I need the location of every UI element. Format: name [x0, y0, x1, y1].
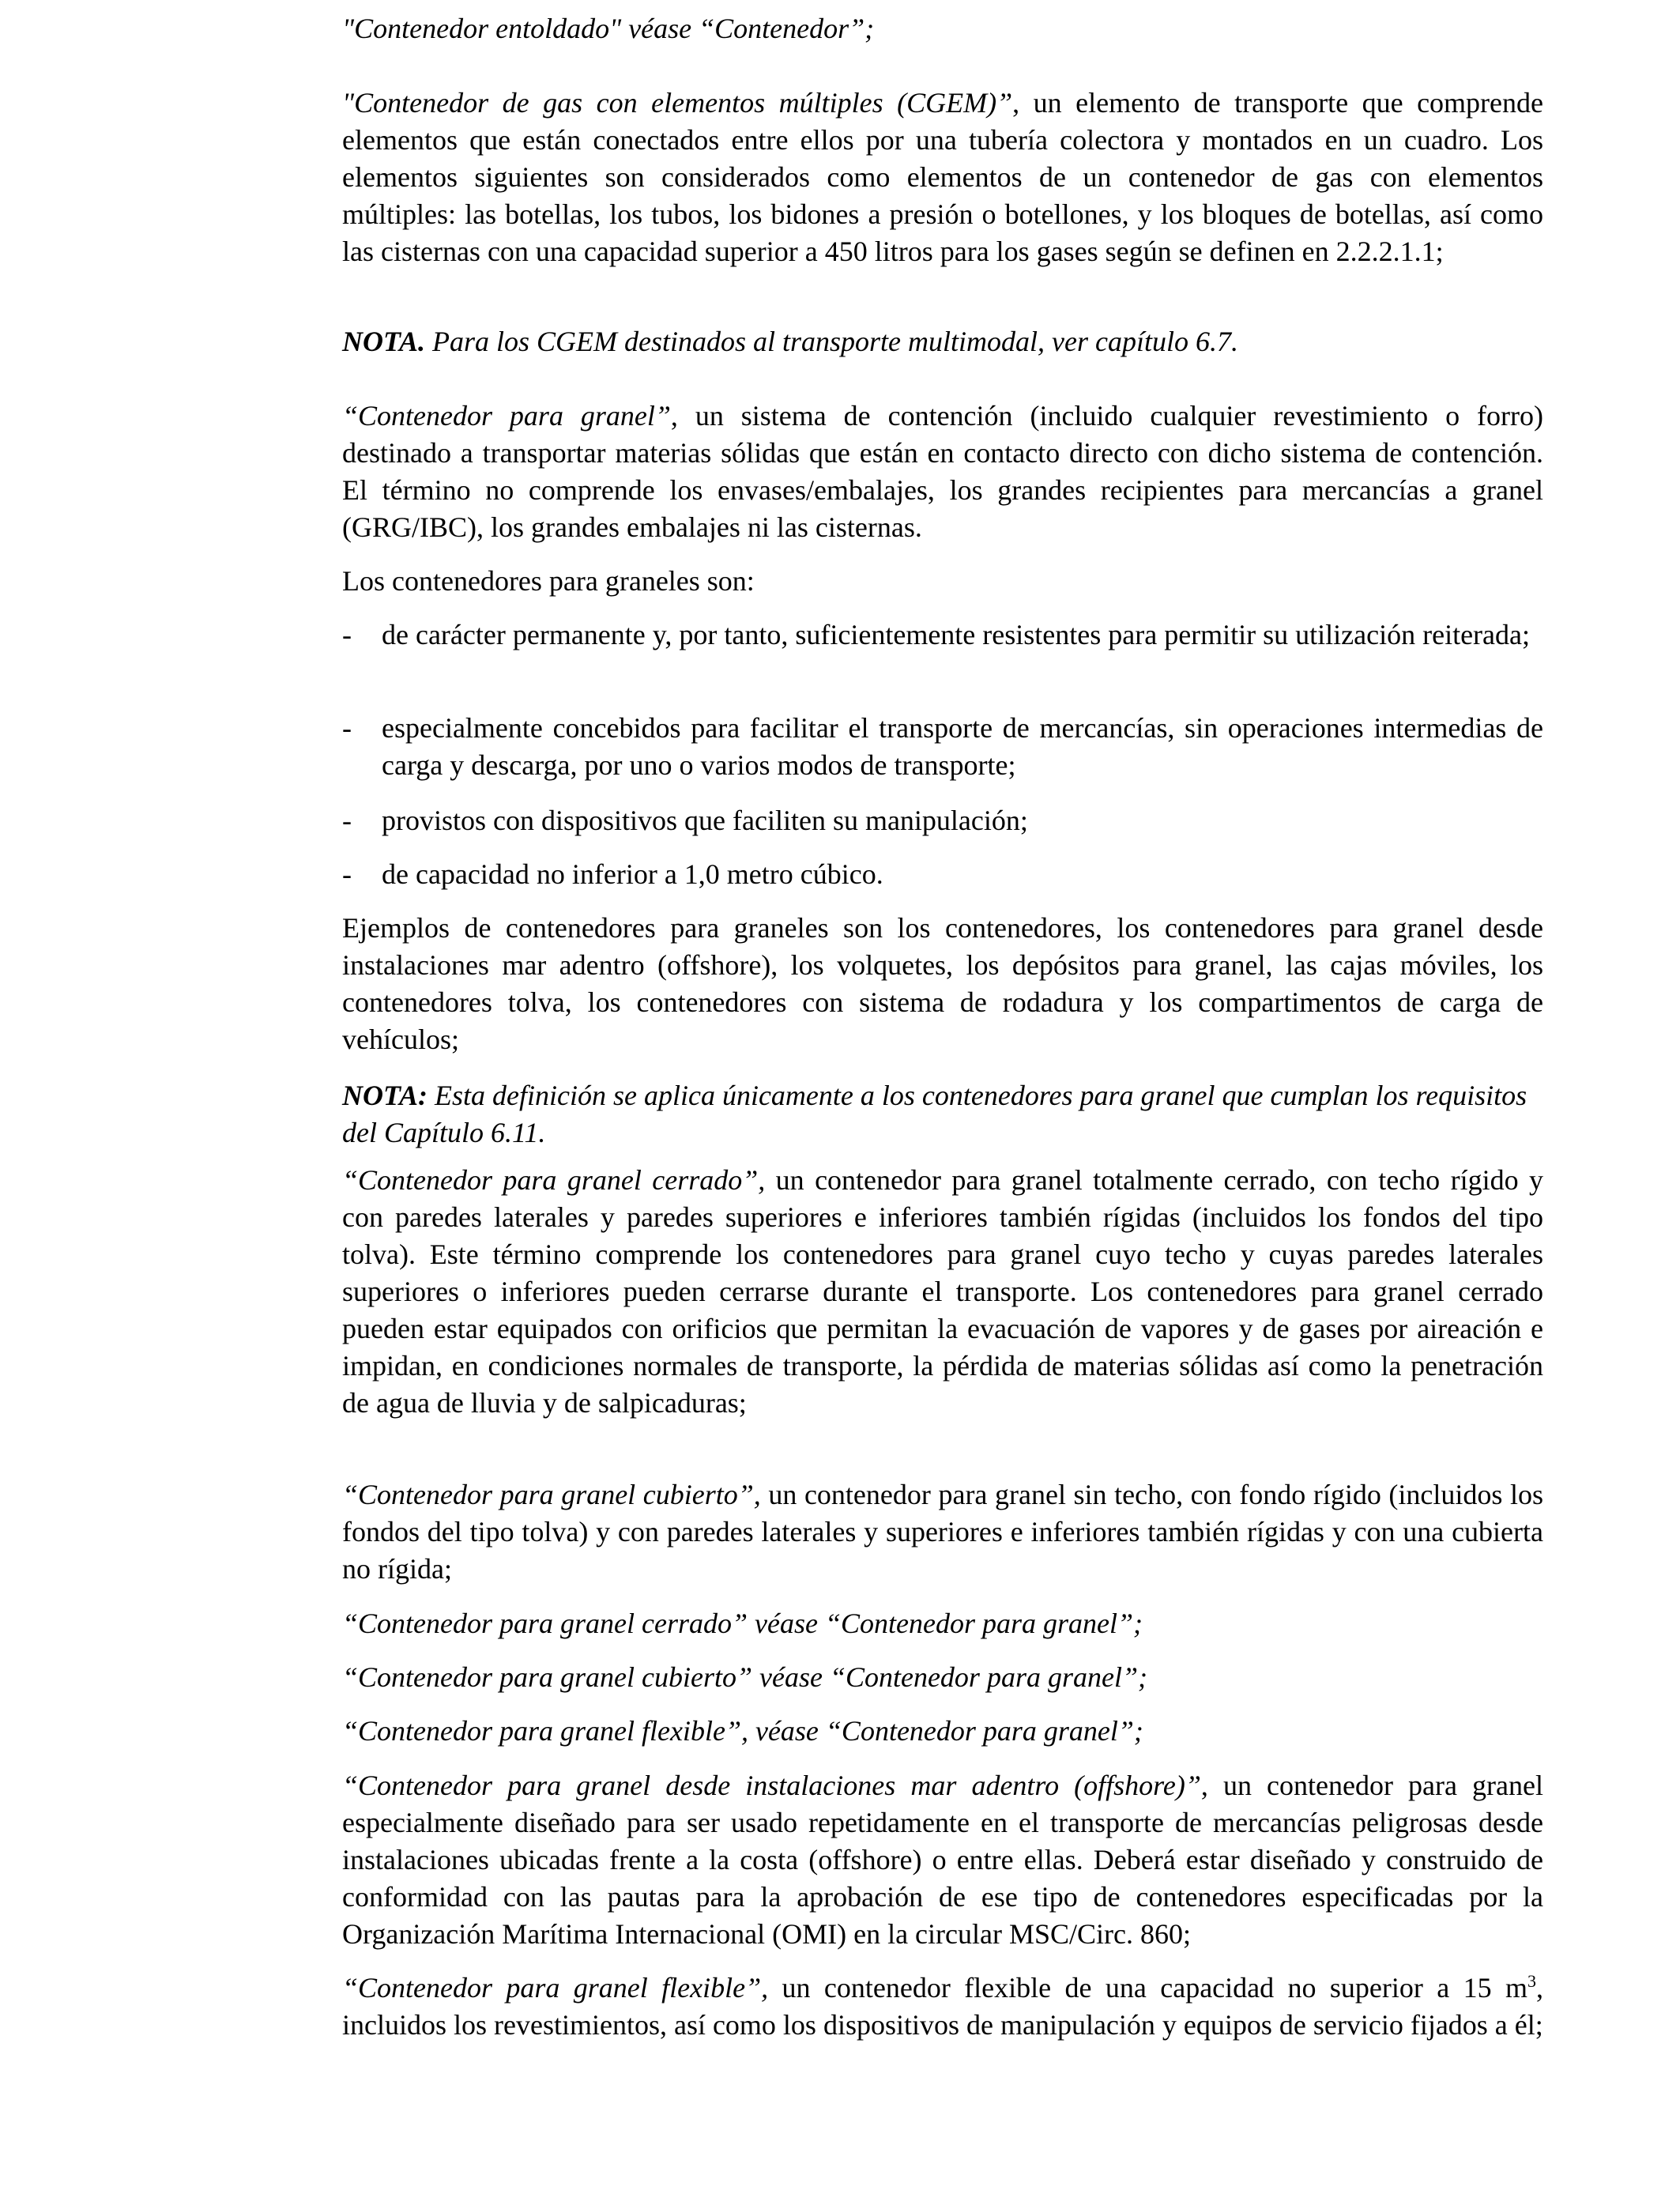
note-text: Esta definición se aplica únicamente a los contenedores para granel que cumplan los requisitos del Capítulo 6.11. [342, 1080, 1527, 1148]
crossref-granel-cubierto [342, 1659, 1543, 1696]
list-item-text: de capacidad no inferior a 1,0 metro cúbico. [382, 858, 883, 890]
crossref-granel-flexible [342, 1713, 1543, 1750]
list-item-text: provistos con dispositivos que faciliten su manipulación; [382, 805, 1028, 836]
list-item-text: especialmente concebidos para facilitar el transporte de mercancías, sin operaciones intermedias de carga y descarga, por uno o varios modos de transporte; [382, 712, 1543, 781]
note-label: NOTA: [342, 1080, 428, 1111]
defined-term: “Contenedor para granel cerrado”, [342, 1164, 766, 1196]
definition-text: , un contenedor para granel especialmente diseñado para ser usado repetidamente en el transporte de mercancías peligrosas desde instalaciones ubicadas frente a la costa (offshore) o entre ellas. Deberá estar diseñado y construido de conformidad con las pautas para la aprobación de ese tipo de contenedores especificadas por la Organización Marítima Internacional (OMI) en la circular MSC/Circ. 860; [342, 1770, 1544, 1950]
list-dash: - [342, 858, 352, 890]
definition-text: , un sistema de contención (incluido cualquier revestimiento o forro) destinado a transportar materias sólidas que están en contacto directo con dicho sistema de contención. El término no comprende los envases/embalajes, los grandes recipientes para mercancías a granel (GRG/IBC), los grandes embalajes ni las cisternas. [342, 400, 1543, 543]
note-definition [342, 1077, 1543, 1152]
note-text: Para los CGEM destinados al transporte multimodal, ver capítulo 6.7. [425, 326, 1238, 357]
list-dash: - [342, 712, 352, 744]
definition-text: un contenedor para granel sin techo, con fondo rígido (incluidos los fondos del tipo tolva) y con paredes laterales y superiores e inferiores también rígidas y con una cubierta no rígida; [342, 1479, 1543, 1585]
list-item [342, 616, 1543, 654]
defined-term: “Contenedor para granel cubierto”, [342, 1479, 761, 1510]
examples-paragraph [342, 910, 1543, 1058]
definition-contenedor-para-granel [342, 398, 1543, 546]
intro-text: Los contenedores para graneles son: [342, 565, 755, 597]
list-item [342, 802, 1543, 839]
defined-term: "Contenedor de gas con elementos múltiples (CGEM)” [342, 87, 1013, 119]
defined-term: “Contenedor para granel desde instalaciones mar adentro (offshore)” [342, 1770, 1201, 1801]
defined-term: “Contenedor para granel cerrado” véase “Contenedor para granel”; [342, 1608, 1143, 1639]
list-item [342, 710, 1543, 784]
list-intro [342, 563, 1543, 600]
defined-term: “Contenedor para granel” [342, 400, 671, 432]
defined-term: “Contenedor para granel flexible”, véase “Contenedor para granel”; [342, 1715, 1143, 1747]
defined-term: "Contenedor entoldado" véase “Contenedor”; [342, 13, 875, 44]
note-cgem [342, 323, 1543, 360]
definition-text: , incluidos los revestimientos, así como los dispositivos de manipulación y equipos de servicio fijados a él; [342, 1972, 1543, 2041]
defined-term: “Contenedor para granel cubierto” véase “Contenedor para granel”; [342, 1661, 1147, 1693]
definition-granel-flexible [342, 1970, 1543, 2044]
superscript: 3 [1527, 1971, 1536, 1991]
paragraph-text: Ejemplos de contenedores para graneles son los contenedores, los contenedores para granel desde instalaciones mar adentro (offshore), los volquetes, los depósitos para granel, las cajas móviles, los contenedores tolva, los contenedores con sistema de rodadura y los compartimentos de carga de vehículos; [342, 912, 1543, 1055]
list-item [342, 856, 1543, 893]
definition-granel-cubierto [342, 1476, 1543, 1588]
list-dash: - [342, 805, 352, 836]
definition-text: un contenedor para granel totalmente cerrado, con techo rígido y con paredes laterales y paredes superiores e inferiores también rígidas (incluidos los fondos del tipo tolva). Este término comprende los contenedores para granel cuyo techo y cuyas paredes laterales superiores o inferiores pueden cerrarse durante el transporte. Los contenedores para granel cerrado pueden estar equipados con orificios que permitan la evacuación de vapores y de gases por aireación e impidan, en condiciones normales de transporte, la pérdida de materias sólidas así como la penetración de agua de lluvia y de salpicaduras; [342, 1164, 1544, 1419]
list-item-text: de carácter permanente y, por tanto, suficientemente resistentes para permitir su utilización reiterada; [382, 619, 1531, 650]
definition-cgem [342, 85, 1543, 270]
definition-granel-offshore [342, 1767, 1543, 1953]
list-dash: - [342, 619, 352, 650]
defined-term: “Contenedor para granel flexible”, [342, 1972, 769, 2004]
definition-contenedor-entoldado [342, 10, 1543, 47]
crossref-granel-cerrado [342, 1605, 1543, 1642]
note-label: NOTA. [342, 326, 426, 357]
definition-granel-cerrado [342, 1162, 1543, 1422]
definition-text: un contenedor flexible de una capacidad no superior a 15 m [768, 1972, 1527, 2004]
definition-text: , un elemento de transporte que comprende elementos que están conectados entre ellos por una tubería colectora y montados en un cuadro. Los elementos siguientes son considerados como elementos de un contenedor de gas con elementos múltiples: las botellas, los tubos, los bidones a presión o botellones, y los bloques de botellas, así como las cisternas con una capacidad superior a 450 litros para los gases según se definen en 2.2.2.1.1; [342, 87, 1543, 267]
